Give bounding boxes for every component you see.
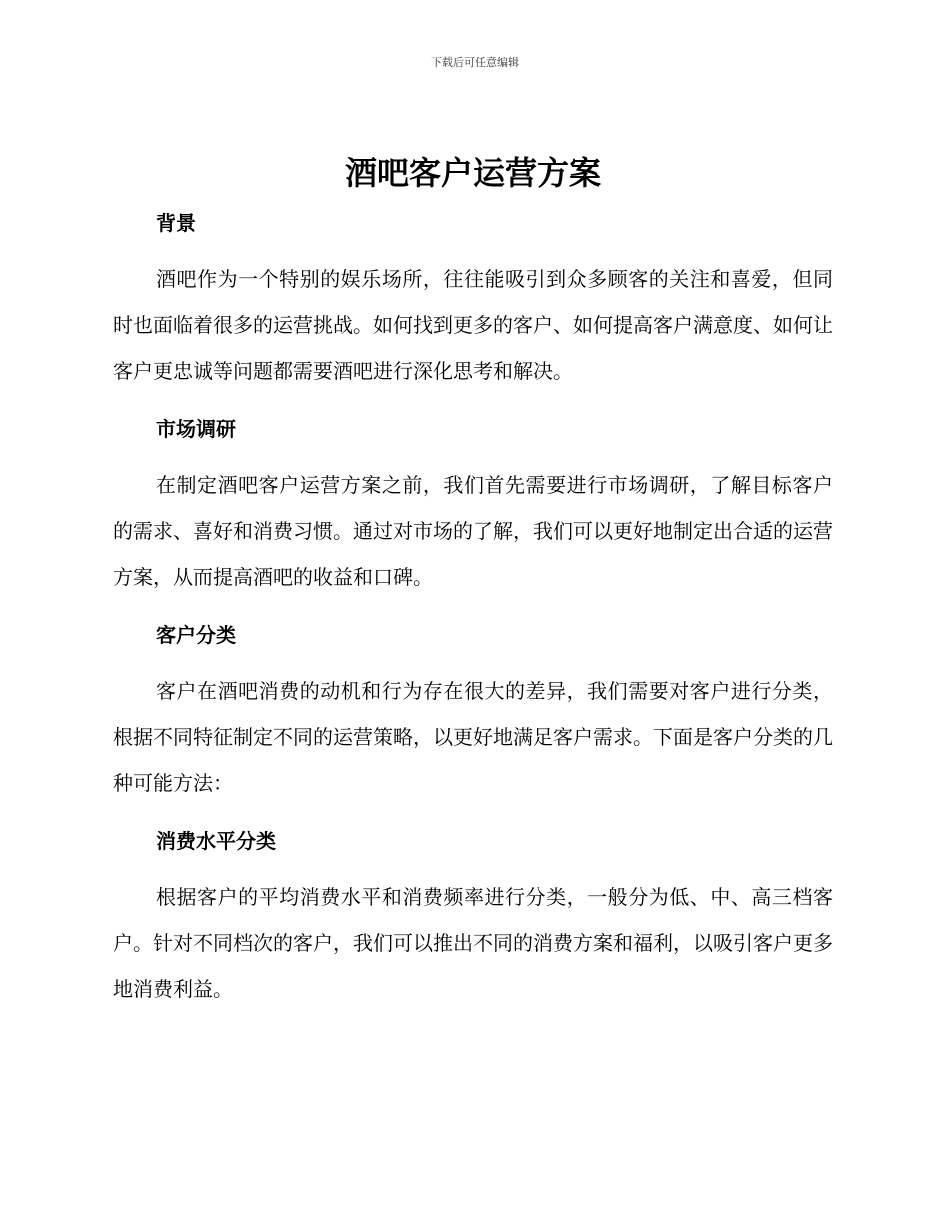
section-spending-level [113,820,833,1012]
section-background [113,202,833,394]
section-paragraph: 在制定酒吧客户运营方案之前，我们首先需要进行市场调研，了解目标客户的需求、喜好和消费习惯。通过对市场的了解，我们可以更好地制定出合适的运营方案，从而提高酒吧的收益和口碑。 [113,473,833,589]
page-header: 下载后可任意编辑 [431,56,519,69]
section-paragraph: 客户在酒吧消费的动机和行为存在很大的差异，我们需要对客户进行分类，根据不同特征制定不同的运营策略，以更好地满足客户需求。下面是客户分类的几种可能方法： [113,679,833,795]
section-market-research [113,408,833,600]
section-heading: 背景 [156,211,196,235]
section-heading: 消费水平分类 [156,829,276,853]
document-title: 酒吧客户运营方案 [344,154,601,192]
document-content [113,150,833,1026]
section-heading: 市场调研 [156,417,236,441]
section-paragraph: 根据客户的平均消费水平和消费频率进行分类，一般分为低、中、高三档客户。针对不同档次的客户，我们可以推出不同的消费方案和福利，以吸引客户更多地消费利益。 [113,885,833,1001]
section-customer-classification [113,614,833,806]
section-paragraph: 酒吧作为一个特别的娱乐场所，往往能吸引到众多顾客的关注和喜爱，但同时也面临着很多的运营挑战。如何找到更多的客户、如何提高客户满意度、如何让客户更忠诚等问题都需要酒吧进行深化思考和解决。 [113,267,833,383]
section-heading: 客户分类 [156,623,236,647]
